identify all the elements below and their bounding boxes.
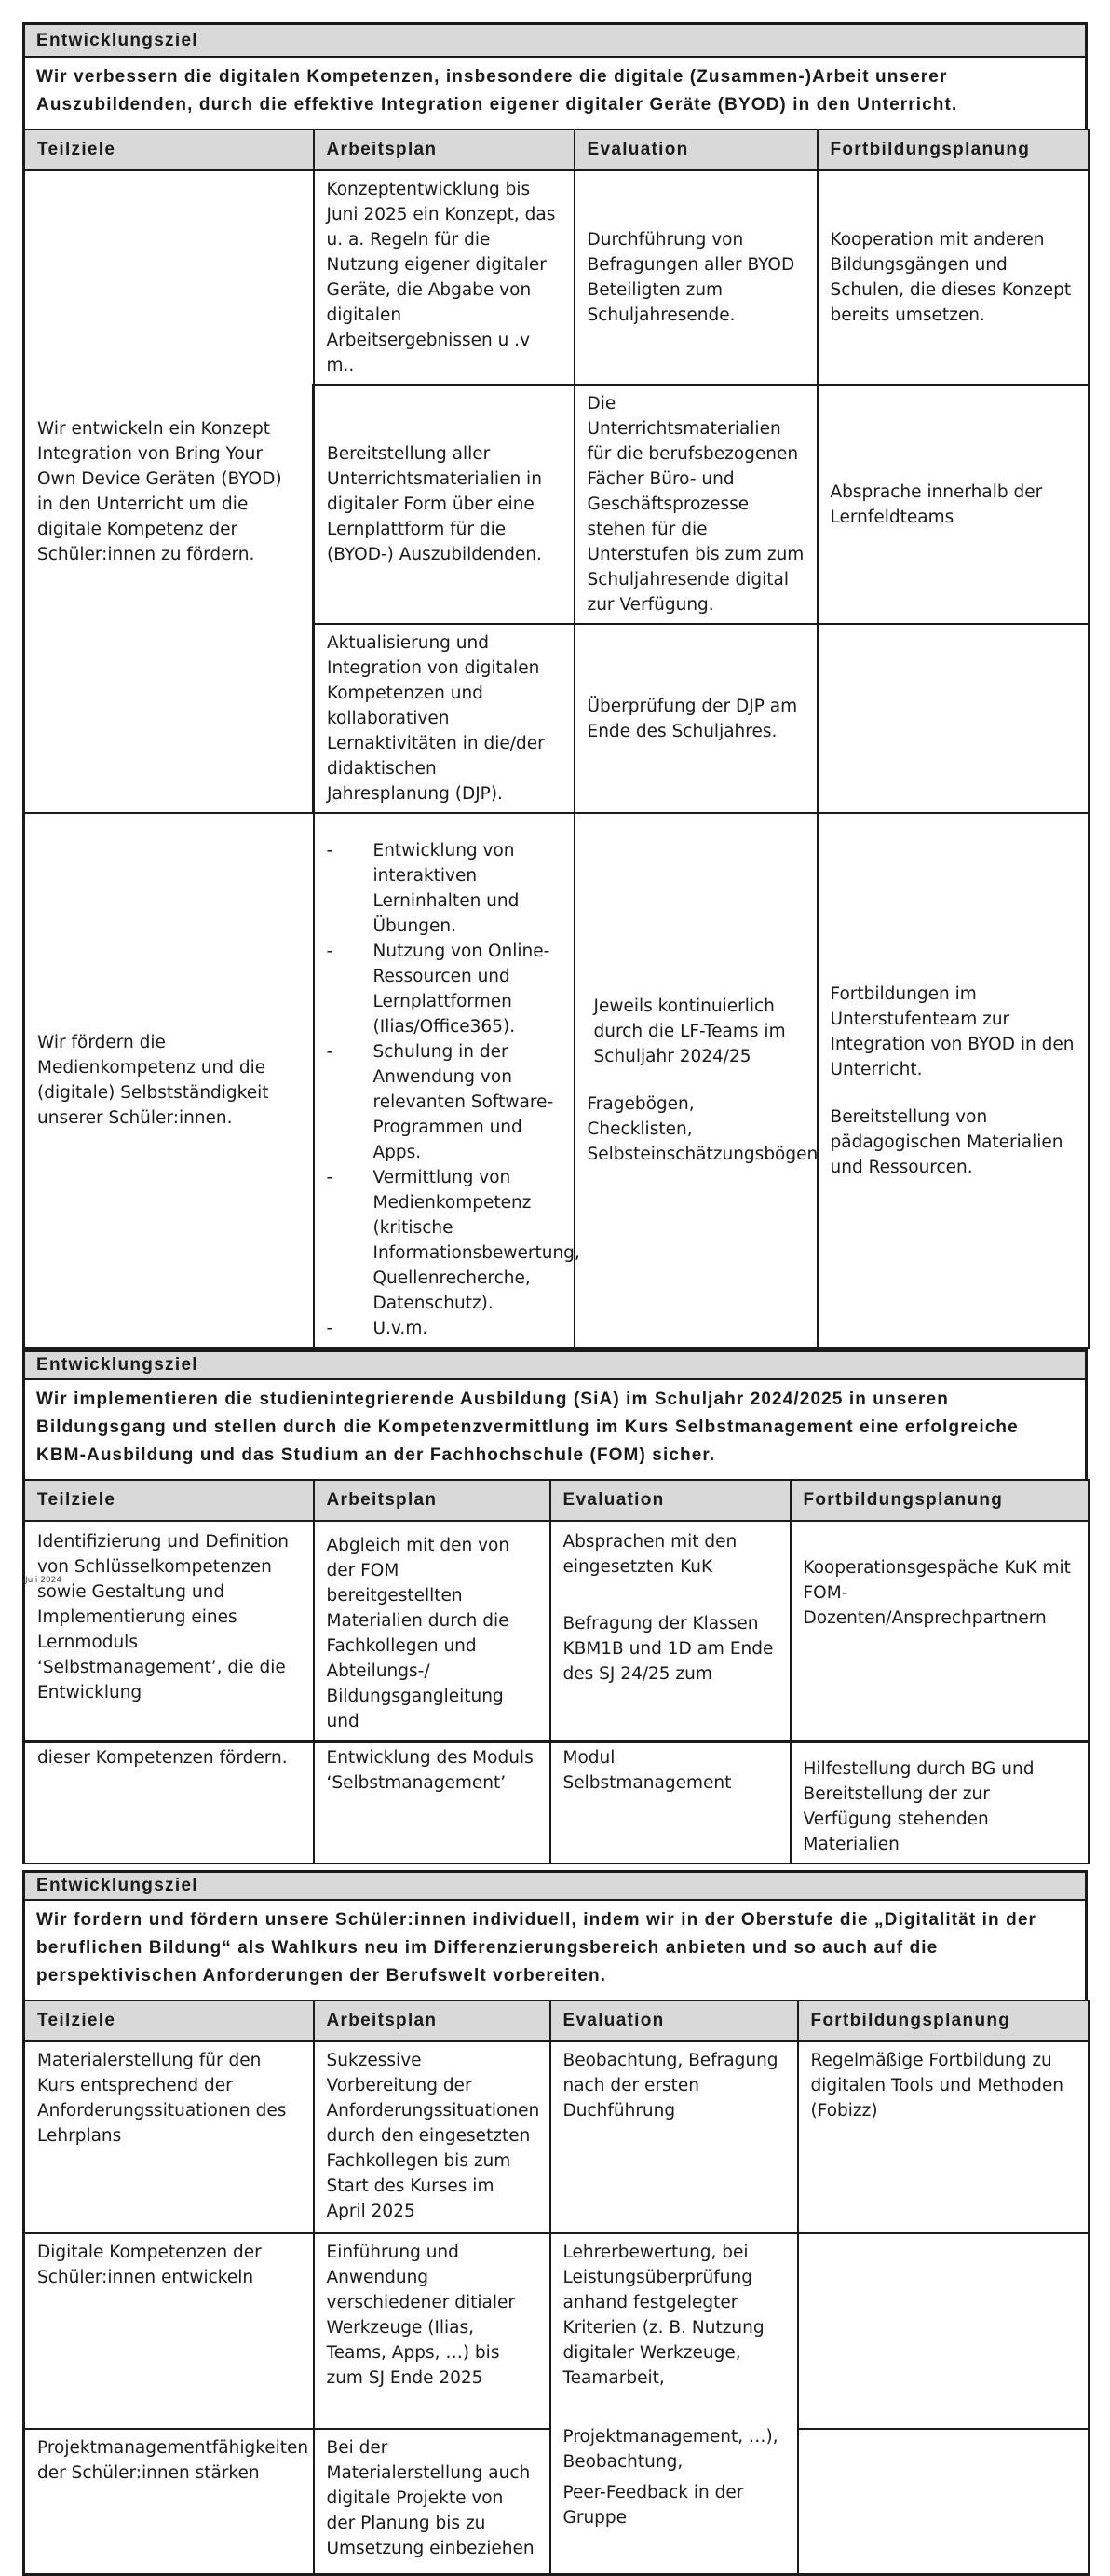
evaluation-text: Lehrerbewertung, bei Leistungsüberprüfung anhand festgelegter Kriterien (z. B. Nutzung digitaler Werkzeuge, Teamarbeit,	[562, 2243, 765, 2388]
fortbildung-cell	[818, 624, 1090, 813]
column-header-teilziele: Teilziele	[24, 2000, 314, 2041]
table-row	[24, 2233, 1090, 2429]
fortbildung-cell: Absprache innerhalb der Lernfeldteams	[818, 385, 1090, 624]
section-heading: Entwicklungsziel	[22, 1352, 1088, 1380]
list-item: - Nutzung von Online-Ressourcen und Lernplattformen (Ilias/Office365).	[327, 939, 562, 1039]
arbeitsplan-cell: Bei der Materialerstellung auch digitale Projekte von der Planung bis zu Umsetzung einbeziehen	[314, 2429, 550, 2574]
table-row	[24, 170, 1090, 385]
teilziel-cell: Wir entwickeln ein Konzept Integration von Bring Your Own Device Geräten (BYOD) in den Unterricht um die digitale Kompetenz der Schüler:innen zu fördern.	[24, 170, 314, 813]
evaluation-cell: Beobachtung, Befragung nach der ersten Duchführung	[550, 2041, 798, 2233]
fortbildung-cell: Regelmäßige Fortbildung zu digitalen Tools und Methoden (Fobizz)	[798, 2041, 1090, 2233]
fortbildung-cell: Hilfestellung durch BG und Bereitstellung der zur Verfügung stehenden Materialien	[791, 1742, 1090, 1864]
column-header-arbeitsplan: Arbeitsplan	[314, 129, 575, 170]
evaluation-text: Peer-Feedback in der Gruppe	[562, 2483, 744, 2528]
fortbildung-cell: Kooperationsgespäche KuK mit FOM-Dozenten/Ansprechpartnern	[791, 1521, 1090, 1742]
table-row	[24, 1742, 1090, 1864]
fortbildung-cell	[818, 813, 1090, 1348]
section-heading: Entwicklungsziel	[22, 22, 1088, 58]
column-header-arbeitsplan: Arbeitsplan	[314, 1480, 550, 1521]
evaluation-cell: Modul Selbstmanagement	[550, 1742, 791, 1864]
evaluation-text: Absprachen mit den eingesetzten KuK	[562, 1532, 738, 1577]
fortbildung-cell: Kooperation mit anderen Bildungsgängen und Schulen, die dieses Konzept bereits umsetzen.	[818, 170, 1090, 385]
fortbildung-text: Bereitstellung von pädagogischen Materialien und Ressourcen.	[830, 1106, 1063, 1177]
column-header-fortbildungsplanung: Fortbildungsplanung	[818, 129, 1090, 170]
list-item: - Entwicklung von interaktiven Lerninhalten und Übungen.	[327, 838, 562, 939]
arbeitsplan-cell: Konzeptentwicklung bis Juni 2025 ein Konzept, das u. a. Regeln für die Nutzung eigener digitaler Geräte, die Abgabe von digitalen Arbeitsergebnissen u .v m..	[314, 170, 575, 385]
document	[22, 22, 1088, 2576]
teilziel-cell: Projektmanagementfähigkeiten der Schüler:innen stärken	[24, 2429, 314, 2574]
column-header-evaluation: Evaluation	[575, 129, 818, 170]
arbeitsplan-cell: Entwicklung des Moduls ‘Selbstmanagement’	[314, 1742, 550, 1864]
table-row	[24, 1521, 1090, 1742]
evaluation-text: Befragung der Klassen KBM1B und 1D am Ende des SJ 24/25 zum	[562, 1614, 774, 1684]
evaluation-cell	[550, 1521, 791, 1742]
arbeitsplan-cell: Einführung und Anwendung verschiedener ditialer Werkzeuge (Ilias, Teams, Apps, …) bis zum SJ Ende 2025	[314, 2233, 550, 2429]
section-1	[22, 22, 1088, 1349]
arbeitsplan-cell: Aktualisierung und Integration von digitalen Kompetenzen und kollaborativen Lernaktivitäten in die/der didaktischen Jahresplanung (DJP).	[314, 624, 575, 813]
evaluation-cell: Die Unterrichtsmaterialien für die berufsbezogenen Fächer Büro- und Geschäftsprozesse stehen für die Unterstufen bis zum zum Schuljahresende digital zur Verfügung.	[575, 385, 818, 624]
column-header-fortbildungsplanung: Fortbildungsplanung	[791, 1480, 1090, 1521]
development-goal-text: Wir verbessern die digitalen Kompetenzen, insbesondere die digitale (Zusammen-)Arbeit unserer Auszubildenden, durch die effektive Integration eigener digitaler Geräte (BYOD) in den Unterricht.	[22, 58, 1088, 129]
fortbildung-cell	[798, 2233, 1090, 2429]
fortbildung-cell	[798, 2429, 1090, 2574]
development-goal-text: Wir implementieren die studienintegrierende Ausbildung (SiA) im Schuljahr 2024/2025 in unseren Bildungsgang und stellen durch die Kompetenzvermittlung im Kurs Selbstmanagement eine erfolgreiche KBM-Ausbildung und das Studium an der Fachhochschule (FOM) sicher.	[22, 1380, 1088, 1479]
teilziel-cell: Wir fördern die Medienkompetenz und die (digitale) Selbstständigkeit unserer Schüler:innen.	[24, 813, 314, 1348]
list-item: - Schulung in der Anwendung von relevanten Software-Programmen und Apps.	[327, 1039, 562, 1165]
table-header-row	[24, 2000, 1090, 2041]
page-footer-date: Juli 2024	[25, 1576, 62, 1585]
table-row	[24, 2041, 1090, 2233]
column-header-evaluation: Evaluation	[550, 1480, 791, 1521]
arbeitsplan-cell	[314, 813, 580, 1348]
column-header-teilziele: Teilziele	[24, 1480, 314, 1521]
teilziel-cell: Digitale Kompetenzen der Schüler:innen entwickeln	[24, 2233, 314, 2429]
evaluation-cell: Durchführung von Befragungen aller BYOD Beteiligten zum Schuljahresende.	[575, 170, 818, 385]
arbeitsplan-cell: Sukzessive Vorbereitung der Anforderungssituationen durch den eingesetzten Fachkollegen bis zum Start des Kurses im April 2025	[314, 2041, 550, 2233]
arbeitsplan-cell: Abgleich mit den von der FOM bereitgestellten Materialien durch die Fachkollegen und Abteilungs-/ Bildungsgangleitung und	[314, 1521, 550, 1742]
section-3	[22, 1870, 1088, 2576]
goal-table	[22, 2000, 1090, 2576]
evaluation-text: Projektmanagement, …), Beobachtung,	[562, 2427, 778, 2472]
section-2	[22, 1349, 1088, 1864]
table-header-row	[24, 1480, 1090, 1521]
section-heading: Entwicklungsziel	[22, 1873, 1088, 1901]
evaluation-cell: Überprüfung der DJP am Ende des Schuljahres.	[575, 624, 818, 813]
fortbildung-text: Fortbildungen im Unterstufenteam zur Integration von BYOD in den Unterricht.	[830, 983, 1075, 1079]
evaluation-text: Fragebögen, Checklisten, Selbsteinschätzungsbögen	[587, 1094, 819, 1164]
column-header-teilziele: Teilziele	[24, 129, 314, 170]
goal-table	[22, 129, 1090, 1349]
column-header-fortbildungsplanung: Fortbildungsplanung	[798, 2000, 1090, 2041]
column-header-evaluation: Evaluation	[550, 2000, 798, 2041]
evaluation-text: Jeweils kontinuierlich durch die LF-Teams im Schuljahr 2024/25	[593, 997, 786, 1066]
table-row	[24, 813, 1090, 1348]
list-item: - U.v.m.	[327, 1316, 562, 1341]
column-header-arbeitsplan: Arbeitsplan	[314, 2000, 550, 2041]
goal-table	[22, 1479, 1090, 1864]
arbeitsplan-list	[327, 838, 580, 1341]
arbeitsplan-cell: Bereitstellung aller Unterrichtsmaterialien in digitaler Form über eine Lernplattform für die (BYOD-) Auszubildenden.	[314, 385, 575, 624]
development-goal-text: Wir fordern und fördern unsere Schüler:innen individuell, indem wir in der Oberstufe die „Digitalität in der beruflichen Bildung“ als Wahlkurs neu im Differenzierungsbereich anbieten und so auch auf die perspektivischen Anforderungen der Berufswelt vorbereiten.	[22, 1901, 1088, 2000]
table-header-row	[24, 129, 1090, 170]
teilziel-cell: Identifizierung und Definition von Schlüsselkompetenzen sowie Gestaltung und Implementierung eines Lernmoduls ‘Selbstmanagement’, die die Entwicklung	[24, 1521, 314, 1742]
evaluation-cell	[550, 2233, 798, 2574]
list-item: - Vermittlung von Medienkompetenz (kritische Informationsbewertung, Quellenrecherche, Datenschutz).	[327, 1165, 562, 1316]
teilziel-cell: Materialerstellung für den Kurs entsprechend der Anforderungssituationen des Lehrplans	[24, 2041, 314, 2233]
teilziel-cell: dieser Kompetenzen fördern.	[24, 1742, 314, 1864]
evaluation-cell	[575, 813, 818, 1348]
